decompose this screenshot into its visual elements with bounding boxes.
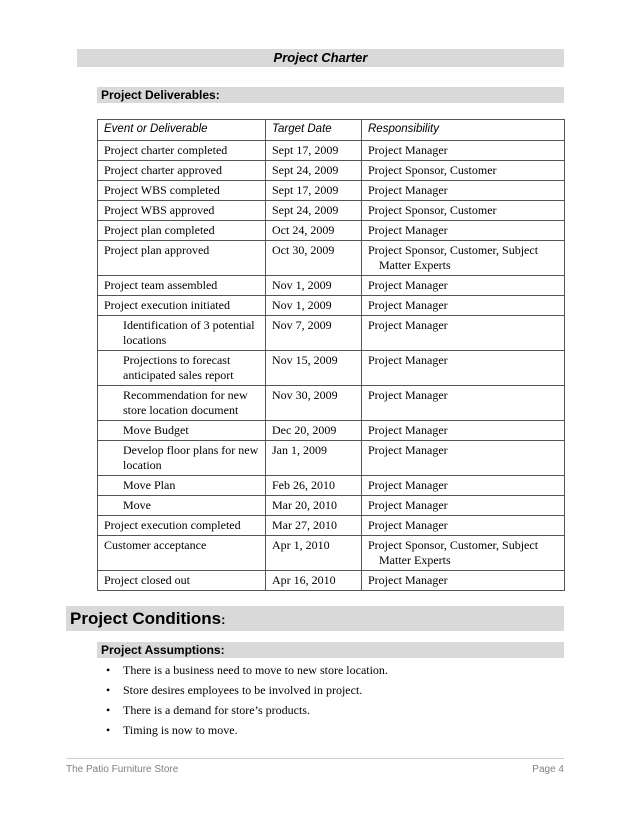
list-item (97, 660, 388, 680)
table-row (98, 241, 565, 276)
responsibility-text: Project Manager (368, 223, 448, 237)
event-cell: Project closed out (98, 571, 266, 591)
event-cell: Project execution initiated (98, 296, 266, 316)
responsibility-text: Project Sponsor, Customer (368, 203, 497, 217)
table-row (98, 351, 565, 386)
responsibility-text: Project Manager (368, 278, 448, 292)
table-row (98, 296, 565, 316)
responsibility-cell (362, 141, 565, 161)
event-cell: Move Plan (98, 476, 266, 496)
footer-page-number: Page 4 (532, 764, 564, 775)
target-date-cell: Sept 17, 2009 (266, 141, 362, 161)
table-row (98, 516, 565, 536)
target-date-cell: Nov 1, 2009 (266, 276, 362, 296)
deliverables-heading: Project Deliverables: (97, 87, 564, 103)
table-row (98, 276, 565, 296)
column-header-responsibility: Responsibility (362, 120, 565, 141)
responsibility-cell (362, 351, 565, 386)
target-date-cell: Apr 1, 2010 (266, 536, 362, 571)
responsibility-cell (362, 516, 565, 536)
responsibility-cell (362, 316, 565, 351)
responsibility-text: Project Sponsor, Customer, Subject (368, 243, 539, 257)
table-row (98, 421, 565, 441)
target-date-cell: Nov 1, 2009 (266, 296, 362, 316)
responsibility-cell (362, 201, 565, 221)
conditions-heading-text: Project Conditions (70, 609, 222, 628)
column-header-date: Target Date (266, 120, 362, 141)
table-row (98, 181, 565, 201)
event-cell: Move (98, 496, 266, 516)
bullet-icon: • (106, 683, 111, 697)
table-row (98, 141, 565, 161)
event-cell: Identification of 3 potential locations (98, 316, 266, 351)
event-cell: Project plan approved (98, 241, 266, 276)
responsibility-text: Project Sponsor, Customer, Subject (368, 538, 539, 552)
event-cell: Project plan completed (98, 221, 266, 241)
target-date-cell: Oct 24, 2009 (266, 221, 362, 241)
assumption-text: Store desires employees to be involved in project. (123, 683, 363, 697)
page-header-title: Project Charter (77, 49, 564, 67)
responsibility-cell (362, 181, 565, 201)
responsibility-text: Project Manager (368, 353, 448, 367)
responsibility-continuation: Matter Experts (379, 553, 451, 567)
event-cell: Move Budget (98, 421, 266, 441)
event-cell: Project charter approved (98, 161, 266, 181)
column-header-event: Event or Deliverable (98, 120, 266, 141)
target-date-cell: Nov 30, 2009 (266, 386, 362, 421)
responsibility-cell (362, 441, 565, 476)
responsibility-cell (362, 386, 565, 421)
table-row (98, 441, 565, 476)
bullet-icon: • (106, 703, 111, 717)
bullet-icon: • (106, 723, 111, 737)
table-header-row (98, 120, 565, 141)
event-cell: Develop floor plans for new location (98, 441, 266, 476)
responsibility-cell (362, 276, 565, 296)
assumptions-list (97, 660, 388, 740)
responsibility-text: Project Manager (368, 573, 448, 587)
target-date-cell: Feb 26, 2010 (266, 476, 362, 496)
responsibility-cell (362, 476, 565, 496)
target-date-cell: Sept 17, 2009 (266, 181, 362, 201)
responsibility-text: Project Manager (368, 423, 448, 437)
event-cell: Project WBS approved (98, 201, 266, 221)
target-date-cell: Apr 16, 2010 (266, 571, 362, 591)
responsibility-cell (362, 221, 565, 241)
event-cell: Customer acceptance (98, 536, 266, 571)
project-conditions-heading (66, 606, 564, 631)
list-item (97, 700, 388, 720)
responsibility-cell (362, 421, 565, 441)
table-row (98, 571, 565, 591)
responsibility-continuation: Matter Experts (379, 258, 451, 272)
responsibility-cell (362, 296, 565, 316)
target-date-cell: Jan 1, 2009 (266, 441, 362, 476)
responsibility-cell (362, 536, 565, 571)
target-date-cell: Dec 20, 2009 (266, 421, 362, 441)
deliverables-table-body (98, 141, 565, 591)
target-date-cell: Sept 24, 2009 (266, 161, 362, 181)
responsibility-text: Project Manager (368, 498, 448, 512)
list-item (97, 680, 388, 700)
footer-divider (66, 758, 564, 759)
event-cell: Project execution completed (98, 516, 266, 536)
table-row (98, 221, 565, 241)
footer-store-name: The Patio Furniture Store (66, 764, 179, 775)
table-row (98, 316, 565, 351)
target-date-cell: Nov 15, 2009 (266, 351, 362, 386)
table-row (98, 536, 565, 571)
table-row (98, 201, 565, 221)
assumption-text: There is a business need to move to new store location. (123, 663, 388, 677)
table-row (98, 386, 565, 421)
table-row (98, 476, 565, 496)
conditions-heading-colon: : (221, 612, 226, 627)
responsibility-text: Project Manager (368, 318, 448, 332)
list-item (97, 720, 388, 740)
target-date-cell: Mar 20, 2010 (266, 496, 362, 516)
table-row (98, 496, 565, 516)
responsibility-text: Project Manager (368, 478, 448, 492)
target-date-cell: Mar 27, 2010 (266, 516, 362, 536)
target-date-cell: Oct 30, 2009 (266, 241, 362, 276)
responsibility-cell (362, 161, 565, 181)
table-row (98, 161, 565, 181)
responsibility-cell (362, 241, 565, 276)
event-cell: Recommendation for new store location document (98, 386, 266, 421)
event-cell: Projections to forecast anticipated sales report (98, 351, 266, 386)
assumption-text: Timing is now to move. (123, 723, 238, 737)
responsibility-text: Project Manager (368, 298, 448, 312)
event-cell: Project charter completed (98, 141, 266, 161)
responsibility-cell (362, 571, 565, 591)
responsibility-text: Project Manager (368, 143, 448, 157)
event-cell: Project team assembled (98, 276, 266, 296)
assumptions-heading: Project Assumptions: (97, 642, 564, 658)
responsibility-text: Project Manager (368, 518, 448, 532)
responsibility-text: Project Sponsor, Customer (368, 163, 497, 177)
responsibility-cell (362, 496, 565, 516)
assumption-text: There is a demand for store’s products. (123, 703, 310, 717)
responsibility-text: Project Manager (368, 388, 448, 402)
responsibility-text: Project Manager (368, 443, 448, 457)
bullet-icon: • (106, 663, 111, 677)
deliverables-table (97, 119, 565, 591)
event-cell: Project WBS completed (98, 181, 266, 201)
responsibility-text: Project Manager (368, 183, 448, 197)
target-date-cell: Nov 7, 2009 (266, 316, 362, 351)
target-date-cell: Sept 24, 2009 (266, 201, 362, 221)
